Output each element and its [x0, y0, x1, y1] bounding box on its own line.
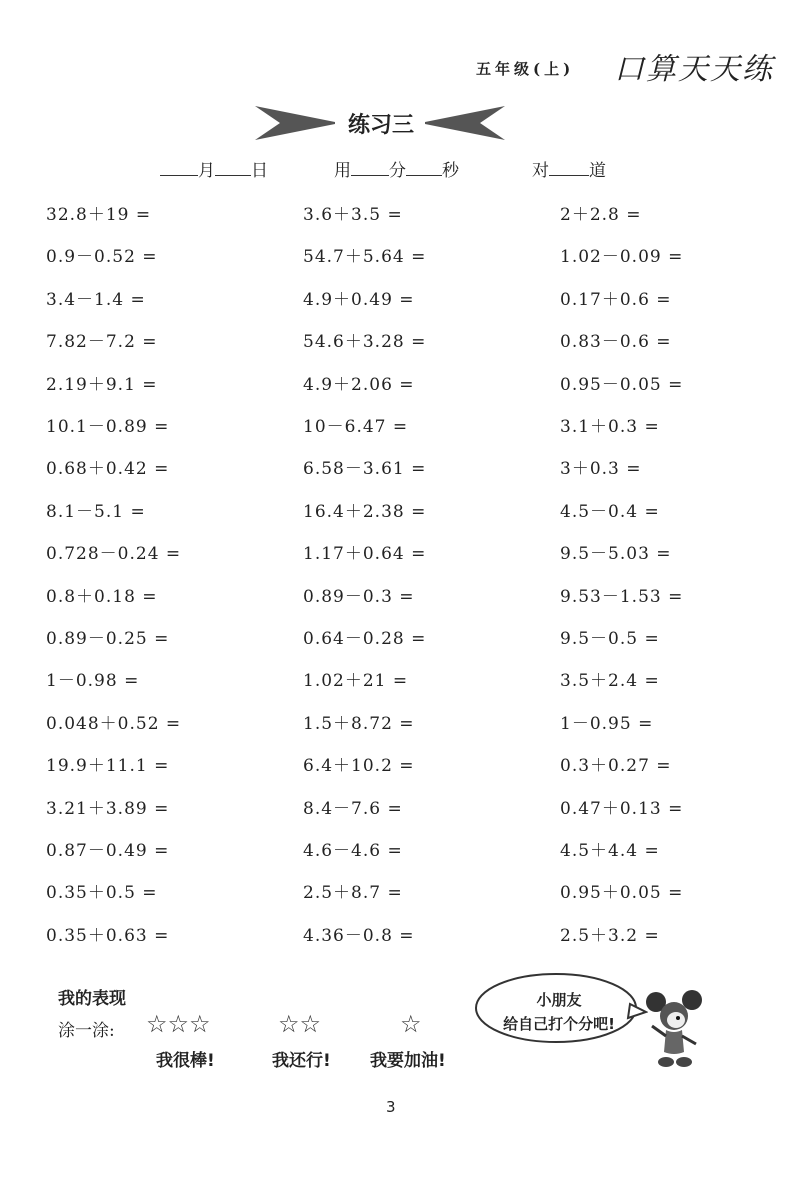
page-number: 3 — [386, 1098, 396, 1116]
problem-col3-row1: 2＋2.8 = — [560, 205, 642, 225]
problem-col1-row2: 0.9－0.52 = — [46, 247, 158, 267]
problem-col2-row17: 2.5＋8.7 = — [303, 883, 403, 903]
minute-blank[interactable] — [351, 159, 389, 176]
bubble-line-2: 给自己打个分吧! — [503, 1015, 615, 1033]
problem-col3-row15: 0.47＋0.13 = — [560, 799, 684, 819]
problem-col3-row7: 3＋0.3 = — [560, 459, 642, 479]
problem-col3-row6: 3.1＋0.3 = — [560, 417, 660, 437]
problem-col2-row11: 0.64－0.28 = — [303, 629, 427, 649]
problem-col2-row8: 16.4＋2.38 = — [303, 502, 427, 522]
problem-col1-row11: 0.89－0.25 = — [46, 629, 170, 649]
star-icon[interactable]: ☆ — [400, 1010, 422, 1038]
star-icon[interactable]: ☆ — [146, 1010, 168, 1038]
problem-col1-row13: 0.048＋0.52 = — [46, 714, 182, 734]
month-blank[interactable] — [160, 159, 198, 176]
problem-col2-row16: 4.6－4.6 = — [303, 841, 403, 861]
day-blank[interactable] — [215, 159, 251, 176]
exercise-title: 练习三 — [347, 113, 414, 138]
problem-col3-row14: 0.3＋0.27 = — [560, 756, 672, 776]
questions-label: 道 — [589, 161, 606, 181]
problem-col3-row2: 1.02－0.09 = — [560, 247, 684, 267]
problem-col3-row17: 0.95＋0.05 = — [560, 883, 684, 903]
problem-col3-row3: 0.17＋0.6 = — [560, 290, 672, 310]
problem-col2-row5: 4.9＋2.06 = — [303, 375, 415, 395]
problem-col2-row4: 54.6＋3.28 = — [303, 332, 427, 352]
problem-col3-row8: 4.5－0.4 = — [560, 502, 660, 522]
bubble-line-1: 小朋友 — [536, 991, 582, 1009]
correct-label: 对 — [532, 161, 549, 181]
bubble-text — [484, 988, 634, 1036]
problem-col1-row3: 3.4－1.4 = — [46, 290, 146, 310]
problem-col3-row10: 9.53－1.53 = — [560, 587, 684, 607]
problem-col3-row5: 0.95－0.05 = — [560, 375, 684, 395]
level-try-harder: 我要加油! — [370, 1051, 446, 1071]
star-icon[interactable]: ☆ — [299, 1010, 322, 1038]
date-fields — [160, 156, 268, 181]
problem-col2-row18: 4.36－0.8 = — [303, 926, 415, 946]
problem-col1-row15: 3.21＋3.89 = — [46, 799, 170, 819]
problem-col1-row16: 0.87－0.49 = — [46, 841, 170, 861]
star-icon[interactable]: ☆ — [278, 1010, 300, 1038]
minute-label: 分 — [389, 161, 406, 181]
problem-col1-row17: 0.35＋0.5 = — [46, 883, 158, 903]
problem-col1-row14: 19.9＋11.1 = — [46, 756, 170, 776]
problem-col3-row12: 3.5＋2.4 = — [560, 671, 660, 691]
problem-col1-row18: 0.35＋0.63 = — [46, 926, 170, 946]
paint-label: 涂一涂: — [58, 1021, 115, 1041]
star-icon[interactable]: ☆ — [189, 1010, 211, 1038]
problem-col3-row4: 0.83－0.6 = — [560, 332, 672, 352]
problem-col3-row13: 1－0.95 = — [560, 714, 654, 734]
problem-col3-row16: 4.5＋4.4 = — [560, 841, 660, 861]
correct-blank[interactable] — [549, 159, 589, 176]
stars-group-3 — [400, 1010, 422, 1038]
problem-col2-row12: 1.02＋21 = — [303, 671, 409, 691]
problem-col2-row9: 1.17＋0.64 = — [303, 544, 427, 564]
header-title: 口算天天练 — [614, 52, 774, 87]
problem-col1-row7: 0.68＋0.42 = — [46, 459, 170, 479]
problem-col2-row13: 1.5＋8.72 = — [303, 714, 415, 734]
problem-col2-row15: 8.4－7.6 = — [303, 799, 403, 819]
stars-group-1 — [146, 1010, 211, 1038]
mouse-character-icon — [638, 990, 710, 1070]
header-grade: 五年级(上) — [476, 60, 575, 78]
problem-col3-row11: 9.5－0.5 = — [560, 629, 660, 649]
problem-col2-row3: 4.9＋0.49 = — [303, 290, 415, 310]
problem-col2-row10: 0.89－0.3 = — [303, 587, 415, 607]
used-label: 用 — [334, 161, 351, 181]
problem-col2-row7: 6.58－3.61 = — [303, 459, 427, 479]
stars-group-2 — [278, 1010, 321, 1038]
problem-col2-row1: 3.6＋3.5 = — [303, 205, 403, 225]
level-great: 我很棒! — [156, 1051, 215, 1071]
time-fields — [334, 156, 459, 181]
problem-col2-row14: 6.4＋10.2 = — [303, 756, 415, 776]
second-blank[interactable] — [406, 159, 442, 176]
performance-title: 我的表现 — [58, 989, 126, 1009]
star-icon[interactable]: ☆ — [167, 1010, 190, 1038]
problem-col2-row2: 54.7＋5.64 = — [303, 247, 427, 267]
month-label: 月 — [198, 161, 215, 181]
problem-col3-row18: 2.5＋3.2 = — [560, 926, 660, 946]
problem-col1-row1: 32.8＋19 = — [46, 205, 152, 225]
problem-col1-row4: 7.82－7.2 = — [46, 332, 158, 352]
problem-col1-row12: 1－0.98 = — [46, 671, 140, 691]
second-label: 秒 — [442, 161, 459, 181]
problem-col1-row6: 10.1－0.89 = — [46, 417, 170, 437]
problem-col2-row6: 10－6.47 = — [303, 417, 409, 437]
problem-col3-row9: 9.5－5.03 = — [560, 544, 672, 564]
score-fields — [532, 156, 606, 181]
problem-col1-row8: 8.1－5.1 = — [46, 502, 146, 522]
day-label: 日 — [251, 161, 268, 181]
problem-col1-row5: 2.19＋9.1 = — [46, 375, 158, 395]
problem-col1-row10: 0.8＋0.18 = — [46, 587, 158, 607]
level-ok: 我还行! — [272, 1051, 331, 1071]
problem-col1-row9: 0.728－0.24 = — [46, 544, 182, 564]
